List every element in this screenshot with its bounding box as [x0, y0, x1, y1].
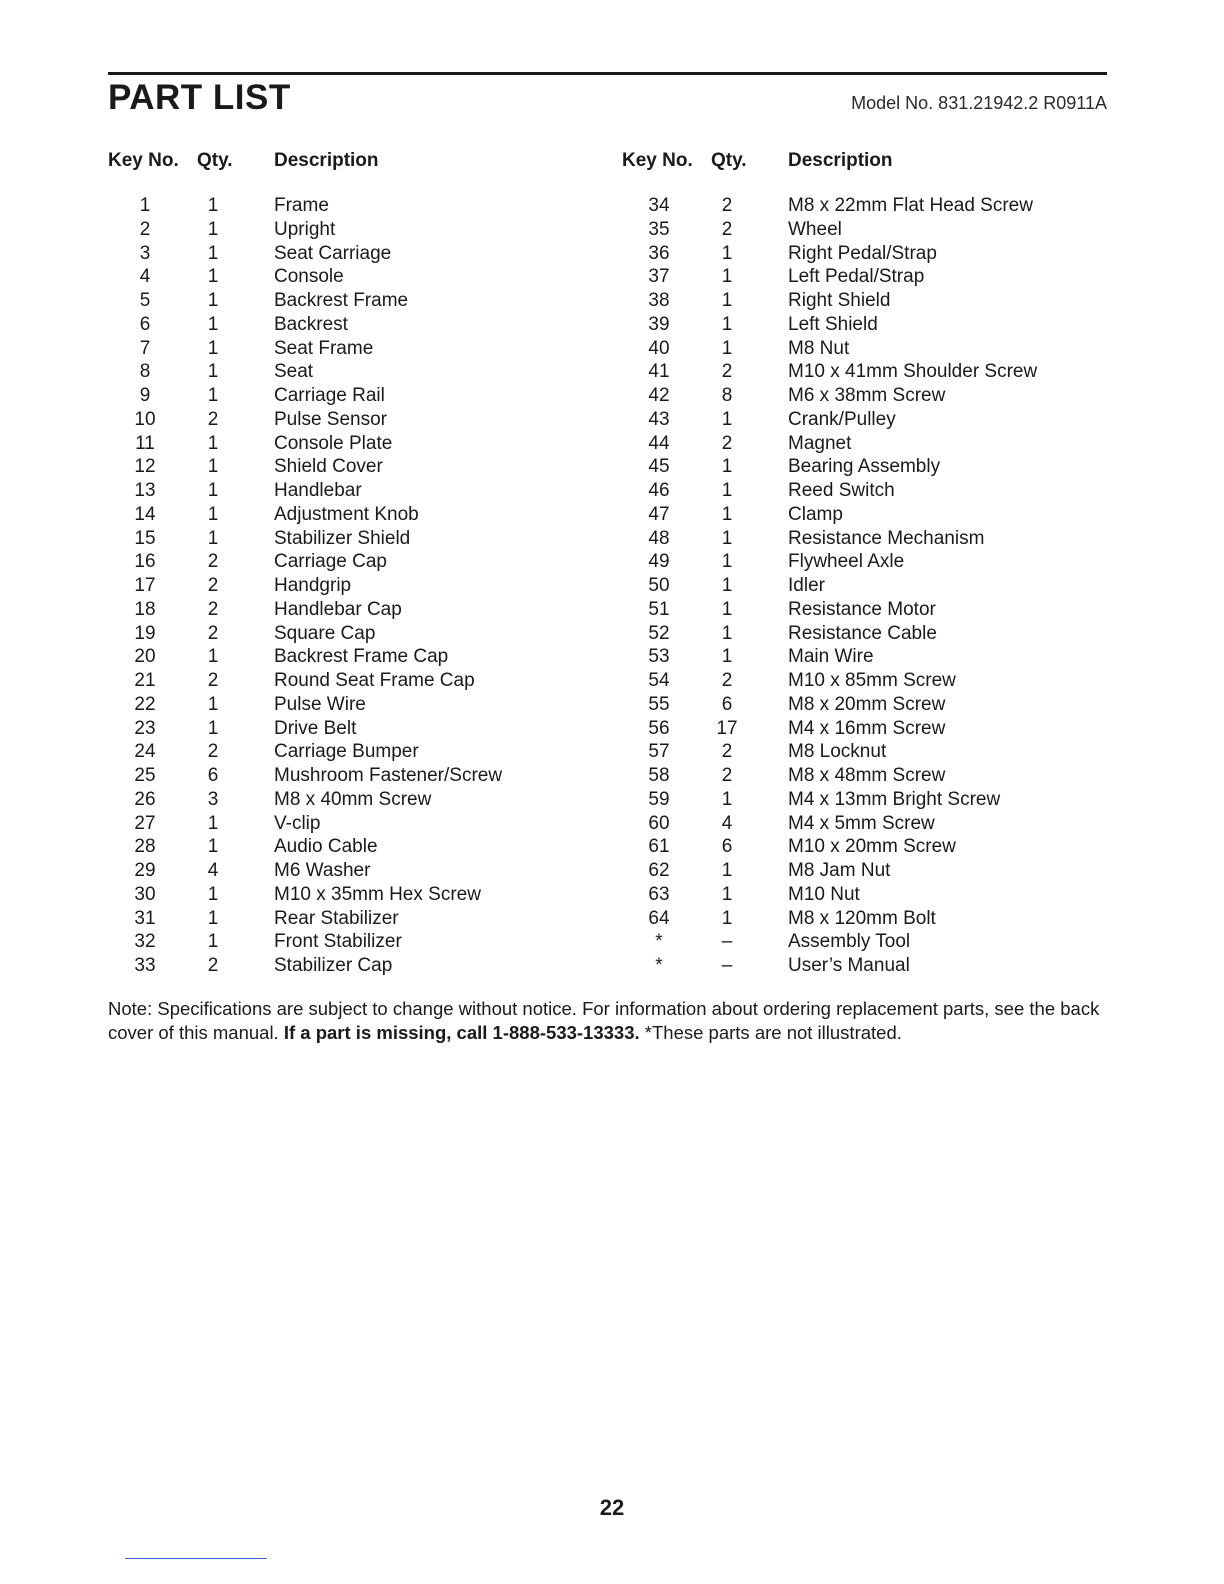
- description-cell: Square Cap: [274, 622, 376, 644]
- table-row: [108, 645, 578, 669]
- table-row: [108, 669, 578, 693]
- table-row: [622, 527, 1092, 551]
- key-no-cell: 2: [139, 218, 151, 240]
- qty-cell: 2: [721, 218, 733, 240]
- table-row: [622, 930, 1092, 954]
- qty-cell: 1: [207, 218, 219, 240]
- table-row: [622, 717, 1092, 741]
- key-no-cell: 61: [648, 836, 670, 858]
- description-cell: Resistance Motor: [788, 598, 936, 620]
- table-row: [108, 740, 578, 764]
- description-cell: M8 Locknut: [788, 741, 887, 763]
- key-no-cell: 38: [648, 290, 670, 311]
- qty-cell: 2: [721, 765, 733, 786]
- description-cell: M10 x 85mm Screw: [788, 670, 956, 691]
- page-title: PART LIST: [108, 78, 291, 117]
- key-no-cell: 23: [134, 717, 156, 739]
- table-row: [108, 384, 578, 408]
- top-rule: [108, 72, 1107, 75]
- key-no-cell: 57: [648, 741, 670, 763]
- description-cell: Stabilizer Cap: [274, 955, 393, 976]
- key-no-cell: 26: [134, 788, 156, 810]
- qty-cell: 2: [207, 551, 219, 573]
- description-cell: M10 x 41mm Shoulder Screw: [788, 361, 1038, 383]
- qty-cell: 1: [721, 408, 733, 430]
- description-cell: Front Stabilizer: [274, 931, 402, 953]
- description-cell: Upright: [274, 218, 336, 240]
- description-cell: Drive Belt: [274, 717, 357, 739]
- qty-cell: 1: [207, 693, 219, 715]
- description-cell: Magnet: [788, 432, 852, 454]
- key-no-cell: 17: [134, 575, 156, 596]
- qty-cell: 1: [207, 290, 219, 311]
- qty-cell: 1: [207, 432, 219, 454]
- key-no-header: Key No.: [622, 150, 693, 171]
- table-row: [622, 242, 1092, 266]
- table-row: [108, 622, 578, 646]
- table-row: [622, 360, 1092, 384]
- key-no-cell: 33: [134, 955, 156, 976]
- description-cell: Backrest Frame Cap: [274, 646, 449, 668]
- qty-cell: 1: [207, 836, 219, 858]
- table-row: [108, 598, 578, 622]
- qty-cell: 1: [721, 456, 733, 478]
- description-cell: Stabilizer Shield: [274, 527, 411, 549]
- page-number: 22: [599, 1495, 625, 1520]
- description-cell: M6 x 38mm Screw: [788, 385, 946, 406]
- table-row: [108, 527, 578, 551]
- missing-part-callout: If a part is missing, call 1-888-533-13333.: [283, 1022, 640, 1043]
- key-no-cell: 1: [139, 195, 151, 216]
- description-cell: Crank/Pulley: [788, 408, 896, 430]
- qty-cell: 1: [721, 527, 733, 549]
- description-cell: M8 x 120mm Bolt: [788, 907, 936, 929]
- qty-header: Qty.: [197, 150, 233, 171]
- description-cell: Mushroom Fastener/Screw: [274, 765, 503, 786]
- key-no-cell: 15: [134, 527, 156, 549]
- description-cell: M4 x 16mm Screw: [788, 717, 946, 739]
- description-cell: Pulse Sensor: [274, 408, 388, 430]
- table-row: [622, 788, 1092, 812]
- qty-cell: 1: [721, 646, 733, 668]
- key-no-cell: 43: [648, 408, 670, 430]
- qty-cell: 2: [207, 670, 219, 691]
- key-no-cell: 8: [139, 361, 151, 383]
- table-row: [108, 717, 578, 741]
- qty-cell: 2: [721, 432, 733, 454]
- parts-list-left: [108, 194, 578, 978]
- qty-cell: 1: [207, 456, 219, 478]
- description-cell: Handlebar: [274, 480, 362, 501]
- model-number: Model No. 831.21942.2 R0911A: [851, 93, 1107, 113]
- description-cell: M8 x 40mm Screw: [274, 788, 432, 810]
- description-cell: M8 x 22mm Flat Head Screw: [788, 195, 1033, 216]
- table-row: [108, 550, 578, 574]
- description-cell: Carriage Rail: [274, 385, 385, 406]
- qty-cell: 1: [721, 242, 733, 264]
- description-cell: Wheel: [788, 218, 842, 240]
- key-no-cell: 30: [134, 883, 156, 905]
- key-no-cell: 5: [139, 290, 151, 311]
- description-cell: Round Seat Frame Cap: [274, 670, 475, 691]
- description-cell: M6 Washer: [274, 860, 371, 881]
- key-no-cell: 29: [134, 860, 156, 881]
- table-row: [108, 693, 578, 717]
- table-row: [108, 408, 578, 432]
- key-no-cell: 56: [648, 717, 670, 739]
- key-no-cell: 14: [134, 503, 156, 525]
- table-row: [622, 455, 1092, 479]
- key-no-cell: 47: [648, 503, 670, 525]
- table-row: [108, 930, 578, 954]
- key-no-cell: 28: [134, 836, 156, 858]
- qty-cell: 17: [716, 717, 738, 739]
- description-cell: Right Pedal/Strap: [788, 242, 937, 264]
- table-row: [622, 432, 1092, 456]
- key-no-cell: 34: [648, 195, 670, 216]
- description-cell: Assembly Tool: [788, 931, 911, 953]
- qty-cell: 8: [721, 385, 733, 406]
- table-row: [108, 455, 578, 479]
- table-row: [622, 479, 1092, 503]
- description-cell: Idler: [788, 575, 825, 596]
- qty-cell: 1: [207, 812, 219, 834]
- description-cell: Console Plate: [274, 432, 393, 454]
- description-cell: Left Shield: [788, 313, 878, 335]
- table-row: [622, 574, 1092, 598]
- key-no-cell: 27: [134, 812, 156, 834]
- key-no-cell: 40: [648, 337, 670, 359]
- parts-list-right: [622, 194, 1092, 978]
- qty-cell: 2: [721, 741, 733, 763]
- table-row: [108, 242, 578, 266]
- table-row: [622, 194, 1092, 218]
- table-row: [622, 835, 1092, 859]
- key-no-cell: 58: [648, 765, 670, 786]
- table-row: [108, 954, 578, 978]
- qty-cell: 1: [721, 503, 733, 525]
- qty-cell: 1: [721, 883, 733, 905]
- table-row: [622, 313, 1092, 337]
- description-cell: Main Wire: [788, 646, 874, 668]
- description-cell: Reed Switch: [788, 480, 895, 501]
- description-cell: Backrest Frame: [274, 290, 409, 311]
- table-row: [622, 503, 1092, 527]
- description-cell: M4 x 13mm Bright Screw: [788, 788, 1001, 810]
- description-cell: M8 x 48mm Screw: [788, 765, 946, 786]
- description-cell: M4 x 5mm Screw: [788, 812, 935, 834]
- key-no-cell: 19: [134, 622, 156, 644]
- table-row: [108, 313, 578, 337]
- key-no-cell: 20: [134, 646, 156, 668]
- qty-cell: 1: [721, 337, 733, 359]
- description-cell: Frame: [274, 195, 329, 216]
- note-paragraph: [108, 997, 1108, 1045]
- table-row: [622, 408, 1092, 432]
- table-row: [108, 574, 578, 598]
- description-cell: Seat Frame: [274, 337, 374, 359]
- description-cell: Handlebar Cap: [274, 598, 402, 620]
- description-cell: Clamp: [788, 503, 843, 525]
- table-row: [108, 788, 578, 812]
- table-row: [108, 907, 578, 931]
- key-no-cell: 32: [134, 931, 156, 953]
- description-cell: Right Shield: [788, 290, 891, 311]
- qty-cell: 2: [207, 955, 219, 976]
- link-underline: [125, 1558, 267, 1559]
- table-row: [622, 384, 1092, 408]
- table-row: [108, 859, 578, 883]
- qty-cell: 1: [207, 883, 219, 905]
- qty-cell: 1: [207, 931, 219, 953]
- description-cell: Adjustment Knob: [274, 503, 419, 525]
- key-no-cell: 54: [648, 670, 670, 691]
- key-no-cell: 50: [648, 575, 670, 596]
- qty-cell: 1: [721, 313, 733, 335]
- key-no-cell: 37: [648, 266, 670, 288]
- key-no-cell: 63: [648, 883, 670, 905]
- table-row: [622, 764, 1092, 788]
- table-row: [622, 598, 1092, 622]
- qty-cell: 2: [721, 195, 733, 216]
- key-no-cell: 10: [134, 408, 156, 430]
- qty-cell: 1: [721, 788, 733, 810]
- qty-cell: 1: [207, 361, 219, 383]
- table-row: [622, 289, 1092, 313]
- table-row: [622, 740, 1092, 764]
- qty-cell: 1: [721, 598, 733, 620]
- qty-cell: 6: [721, 836, 733, 858]
- table-row: [108, 503, 578, 527]
- table-row: [108, 265, 578, 289]
- qty-cell: 2: [207, 622, 219, 644]
- key-no-cell: 21: [134, 670, 156, 691]
- qty-cell: 1: [721, 551, 733, 573]
- table-row: [108, 764, 578, 788]
- description-cell: Console: [274, 266, 344, 288]
- qty-cell: 2: [207, 598, 219, 620]
- description-cell: Seat Carriage: [274, 242, 392, 264]
- qty-cell: 1: [721, 290, 733, 311]
- description-header: Description: [274, 150, 379, 171]
- note-suffix: *These parts are not illustrated.: [639, 1022, 902, 1043]
- key-no-cell: 59: [648, 788, 670, 810]
- qty-cell: 1: [207, 266, 219, 288]
- key-no-cell: 36: [648, 242, 670, 264]
- table-row: [622, 693, 1092, 717]
- key-no-cell: 42: [648, 385, 670, 406]
- qty-cell: 1: [207, 717, 219, 739]
- key-no-cell: 22: [134, 693, 156, 715]
- qty-cell: 2: [207, 575, 219, 596]
- table-row: [622, 550, 1092, 574]
- key-no-cell: 52: [648, 622, 670, 644]
- qty-cell: 1: [207, 503, 219, 525]
- qty-cell: 1: [207, 242, 219, 264]
- table-row: [108, 479, 578, 503]
- qty-cell: 1: [207, 480, 219, 501]
- key-no-header: Key No.: [108, 150, 179, 171]
- key-no-cell: 25: [134, 765, 156, 786]
- qty-cell: 2: [207, 741, 219, 763]
- qty-cell: 1: [207, 337, 219, 359]
- key-no-cell: 3: [139, 242, 151, 264]
- description-cell: Seat: [274, 361, 314, 383]
- note-text: Note: Specifications are subject to change without notice. For information about ordering replacement parts, see the back cover of this manual.: [108, 998, 1100, 1043]
- qty-cell: 1: [721, 860, 733, 881]
- key-no-cell: 44: [648, 432, 670, 454]
- qty-cell: 1: [207, 313, 219, 335]
- key-no-cell: 11: [135, 432, 155, 454]
- description-header: Description: [788, 150, 893, 171]
- qty-cell: 1: [721, 266, 733, 288]
- qty-cell: 1: [721, 575, 733, 596]
- description-cell: Resistance Mechanism: [788, 527, 985, 549]
- description-cell: Left Pedal/Strap: [788, 266, 925, 288]
- key-no-cell: 51: [648, 598, 670, 620]
- table-row: [622, 907, 1092, 931]
- qty-cell: 2: [207, 408, 219, 430]
- key-no-cell: 24: [134, 741, 156, 763]
- table-row: [622, 622, 1092, 646]
- table-row: [108, 360, 578, 384]
- qty-header: Qty.: [711, 150, 747, 171]
- key-no-cell: 31: [134, 907, 156, 929]
- description-cell: Audio Cable: [274, 836, 378, 858]
- table-row: [622, 265, 1092, 289]
- key-no-cell: 18: [134, 598, 156, 620]
- table-row: [108, 337, 578, 361]
- qty-cell: 1: [721, 480, 733, 501]
- qty-cell: 1: [721, 907, 733, 929]
- key-no-cell: 64: [648, 907, 670, 929]
- key-no-cell: 7: [139, 337, 151, 359]
- table-row: [622, 218, 1092, 242]
- key-no-cell: 39: [648, 313, 670, 335]
- description-cell: M10 x 35mm Hex Screw: [274, 883, 481, 905]
- key-no-cell: 4: [139, 266, 151, 288]
- table-row: [622, 883, 1092, 907]
- key-no-cell: 13: [134, 480, 156, 501]
- table-row: [622, 669, 1092, 693]
- key-no-cell: 62: [648, 860, 670, 881]
- description-cell: M8 Nut: [788, 337, 850, 359]
- qty-cell: 6: [207, 765, 219, 786]
- qty-cell: 6: [721, 693, 733, 715]
- description-cell: M10 Nut: [788, 883, 860, 905]
- description-cell: Flywheel Axle: [788, 551, 905, 573]
- key-no-cell: 41: [648, 361, 670, 383]
- qty-cell: 1: [207, 907, 219, 929]
- table-row: [622, 859, 1092, 883]
- qty-cell: 2: [721, 361, 733, 383]
- table-row: [622, 337, 1092, 361]
- key-no-cell: 16: [134, 551, 156, 573]
- key-no-cell: *: [655, 955, 663, 976]
- description-cell: M10 x 20mm Screw: [788, 836, 956, 858]
- qty-cell: 4: [721, 812, 733, 834]
- description-cell: User’s Manual: [788, 955, 910, 976]
- description-cell: Handgrip: [274, 575, 352, 596]
- table-row: [108, 289, 578, 313]
- key-no-cell: 46: [648, 480, 670, 501]
- description-cell: Pulse Wire: [274, 693, 366, 715]
- description-cell: Resistance Cable: [788, 622, 937, 644]
- qty-cell: 2: [721, 670, 733, 691]
- key-no-cell: 48: [648, 527, 670, 549]
- description-cell: V-clip: [274, 812, 321, 834]
- qty-cell: 1: [721, 622, 733, 644]
- qty-cell: –: [721, 955, 733, 976]
- key-no-cell: 55: [648, 693, 670, 715]
- key-no-cell: *: [655, 931, 663, 953]
- key-no-cell: 60: [648, 812, 670, 834]
- table-row: [108, 883, 578, 907]
- description-cell: Bearing Assembly: [788, 456, 941, 478]
- table-row: [108, 194, 578, 218]
- description-cell: Carriage Cap: [274, 551, 387, 573]
- table-row: [108, 218, 578, 242]
- key-no-cell: 9: [139, 385, 151, 406]
- qty-cell: 1: [207, 527, 219, 549]
- qty-cell: –: [721, 931, 733, 953]
- qty-cell: 4: [207, 860, 219, 881]
- table-row: [622, 812, 1092, 836]
- description-cell: Backrest: [274, 313, 348, 335]
- table-row: [622, 954, 1092, 978]
- key-no-cell: 45: [648, 456, 670, 478]
- key-no-cell: 35: [648, 218, 670, 240]
- key-no-cell: 53: [648, 646, 670, 668]
- description-cell: Shield Cover: [274, 456, 383, 478]
- table-row: [108, 432, 578, 456]
- description-cell: M8 Jam Nut: [788, 860, 891, 881]
- table-row: [108, 835, 578, 859]
- qty-cell: 1: [207, 385, 219, 406]
- qty-cell: 1: [207, 646, 219, 668]
- qty-cell: 3: [207, 788, 219, 810]
- table-row: [108, 812, 578, 836]
- description-cell: Carriage Bumper: [274, 741, 419, 763]
- key-no-cell: 49: [648, 551, 670, 573]
- key-no-cell: 6: [139, 313, 151, 335]
- description-cell: M8 x 20mm Screw: [788, 693, 946, 715]
- qty-cell: 1: [207, 195, 219, 216]
- key-no-cell: 12: [134, 456, 156, 478]
- description-cell: Rear Stabilizer: [274, 907, 399, 929]
- table-row: [622, 645, 1092, 669]
